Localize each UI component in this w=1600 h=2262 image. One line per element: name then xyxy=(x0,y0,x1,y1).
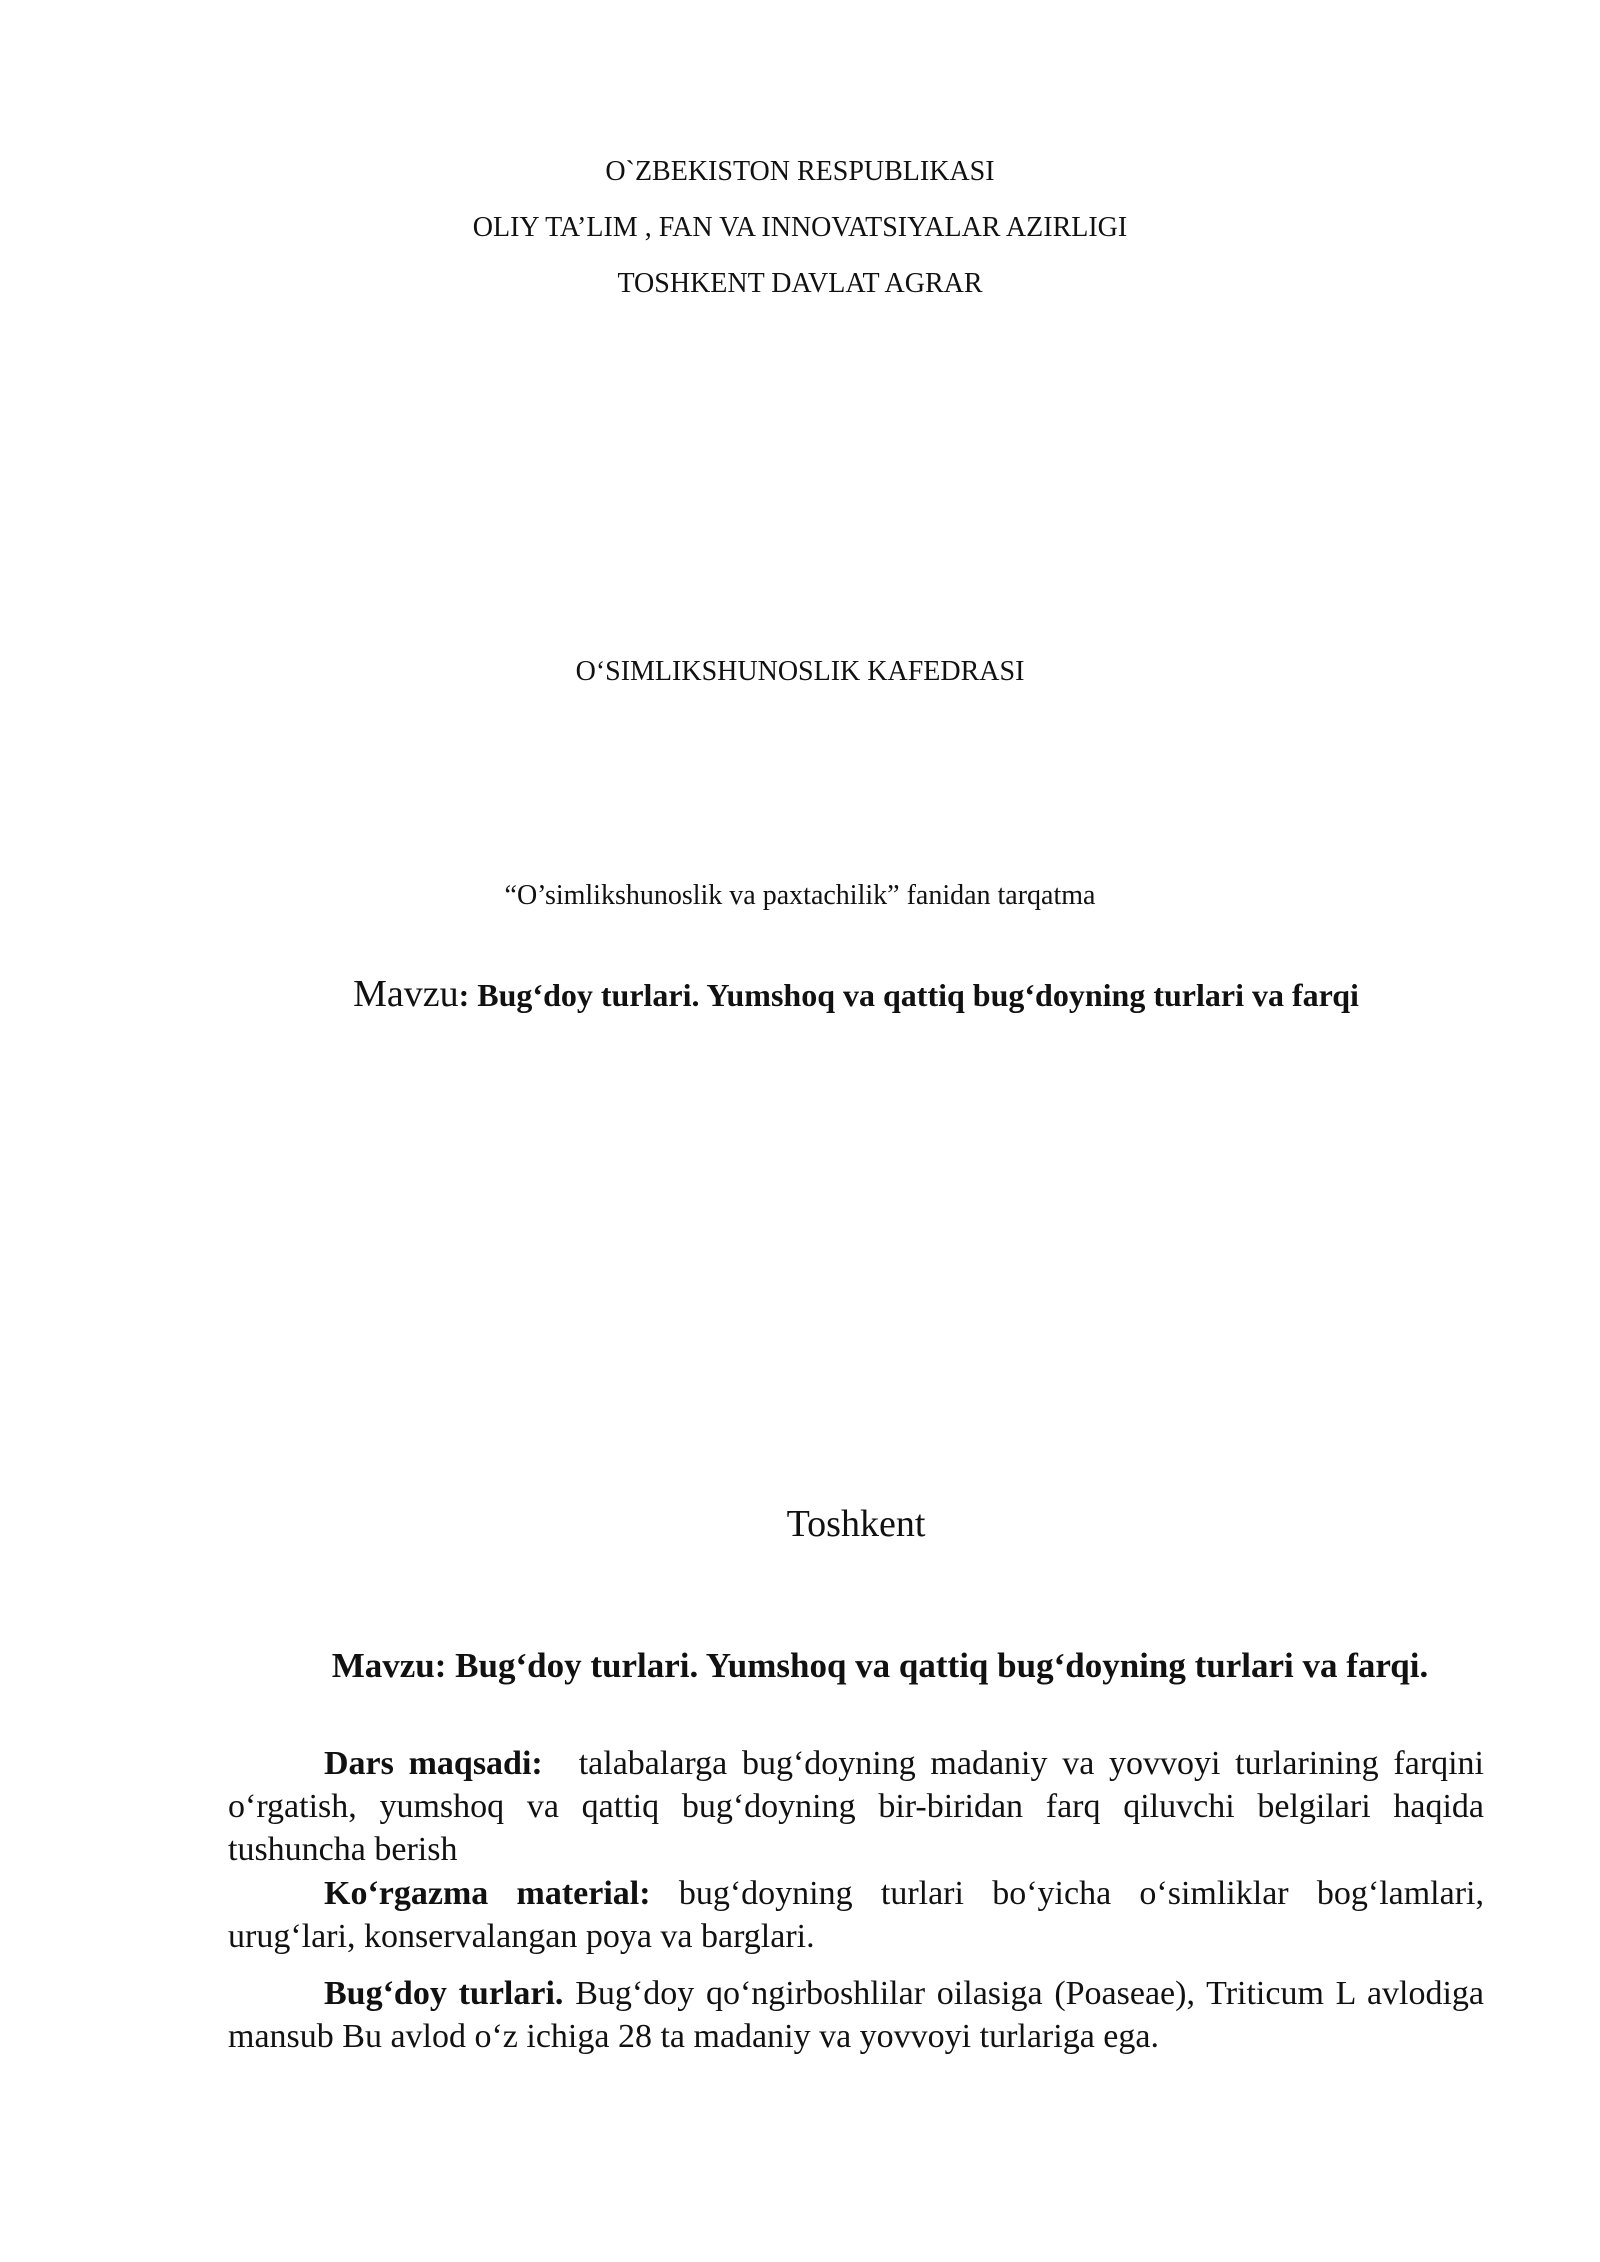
cover-topic-colon: : xyxy=(458,977,470,1013)
lesson-goal-text: talabalarga bug‘doyning madaniy va yovvoyi turlarining farqini o‘rgatish, yumshoq va qattiq bug‘doyning bir-biridan farq qiluvchi belgilari haqida tushuncha berish xyxy=(228,1745,1484,1868)
header-ministry-line-1: O`ZBEKISTON RESPUBLIKASI xyxy=(605,156,995,187)
wheat-types-text: Bug‘doy qo‘ngirboshlilar oilasiga (Poaseae), Triticum L avlodiga mansub Bu avlod o‘z ichiga 28 ta madaniy va yovvoyi turlariga ega. xyxy=(228,1975,1485,2055)
wheat-types-label: Bug‘doy turlari. xyxy=(324,1975,564,2012)
display-material-text: bug‘doyning turlari bo‘yicha o‘simliklar bog‘lamlari, urug‘lari, konservalangan poya va barglari. xyxy=(228,1875,1484,1955)
cover-topic-label: Mavzu xyxy=(353,973,459,1015)
city-name: Toshkent xyxy=(786,1503,926,1545)
department-title: O‘SIMLIKSHUNOSLIK KAFEDRASI xyxy=(575,656,1025,687)
body-topic-heading: Mavzu: Bug‘doy turlari. Yumshoq va qattiq bug‘doyning turlari va farqi. xyxy=(331,1646,1429,1685)
cover-topic-text: Bug‘doy turlari. Yumshoq va qattiq bug‘doyning turlari va farqi xyxy=(477,977,1359,1013)
cover-topic xyxy=(0,972,1600,1017)
paragraph-lesson-goal xyxy=(228,1742,1484,1871)
header-ministry-line-2: OLIY TA’LIM , FAN VA INNOVATSIYALAR AZIRLIGI xyxy=(472,212,1128,243)
paragraph-wheat-types xyxy=(228,1972,1484,2058)
lesson-goal-label: Dars maqsadi: xyxy=(324,1745,543,1782)
paragraph-display-material xyxy=(228,1872,1484,1958)
header-university-line: TOSHKENT DAVLAT AGRAR xyxy=(617,268,983,299)
display-material-label: Ko‘rgazma material: xyxy=(324,1875,651,1912)
subject-line: “O’simlikshunoslik va paxtachilik” fanidan tarqatma xyxy=(504,880,1096,911)
